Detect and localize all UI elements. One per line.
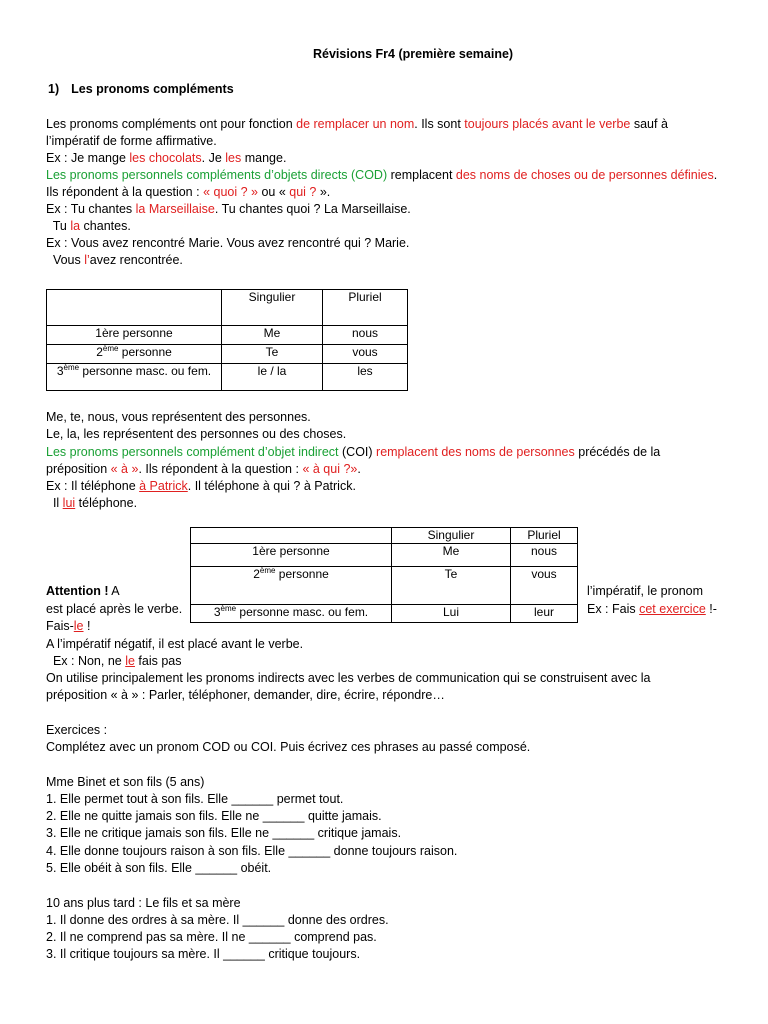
page-title: Révisions Fr4 (première semaine) [313,47,514,61]
coi-text: préposition [46,462,111,476]
example-text: mange. [241,151,287,165]
cod-line-2 [46,184,330,201]
exercise-group-title: 10 ans plus tard : Le fils et sa mère [46,896,241,910]
table-cell: 1ère personne [191,544,392,567]
cell-text: personne masc. ou fem. [236,605,369,619]
pronoun-table-cod [46,289,408,391]
coi-text: Ex : Il téléphone [46,479,140,493]
cod-text: remplacent [387,168,456,182]
attention-line-3 [46,618,90,635]
highlight-text: de remplacer un nom [296,117,415,131]
negative-text: Ex : Non, ne [46,654,126,668]
exercise-item: 3. Elle ne critique jamais son fils. Elle ne ______ critique jamais. [46,826,402,840]
table-cell [47,345,222,364]
coi-text: . [357,462,361,476]
table-header-cell [191,528,392,544]
cod-line-6 [46,252,183,269]
usage-line-1: On utilise principalement les pronoms indirects avec les verbes de communication qui se construisent avec la [46,671,651,685]
attention-right-line-1: l’impératif, le pronom [587,584,704,598]
ordinal-suffix: ème [220,604,237,613]
ordinal-number: 3 [56,364,64,378]
cod-text: chantes. [80,219,131,233]
exercise-group-title: Mme Binet et son fils (5 ans) [46,775,205,789]
highlight-text: le [125,654,135,668]
highlight-text: « à » [110,462,139,476]
cod-text: Vous [46,253,85,267]
ordinal-suffix: ème [102,344,119,353]
cod-line-3 [46,201,411,218]
table-cell [191,567,392,605]
example-text: . Je [201,151,226,165]
ordinal-suffix: ème [63,363,80,372]
table-cell [47,364,222,391]
exercises-heading: Exercices : [46,723,108,737]
intro-line-2: l’impératif de forme affirmative. [46,134,217,148]
coi-text: téléphone. [75,496,138,510]
section-title: Les pronoms compléments [71,82,234,96]
intro-text: . Ils sont [414,117,465,131]
ordinal-number: 3 [213,605,221,619]
note-line-1: Me, te, nous, vous représentent des personnes. [46,410,311,424]
table-row [191,544,578,567]
table-header-cell: Pluriel [511,528,578,544]
highlight-text: les [225,151,242,165]
table-cell: Te [222,345,323,364]
cod-text: ou « [257,185,290,199]
table-cell: Me [222,326,323,345]
highlight-text: toujours placés avant le verbe [464,117,631,131]
attention-line-2: est placé après le verbe. [46,602,183,616]
negative-text: fais pas [134,654,182,668]
highlight-text: qui ? [289,185,317,199]
exercise-item: 5. Elle obéit à son fils. Elle ______ obéit. [46,861,272,875]
cod-line-5: Ex : Vous avez rencontré Marie. Vous avez rencontré qui ? Marie. [46,236,410,250]
example-text: Ex : Je mange [46,151,130,165]
table-cell: le / la [222,364,323,391]
table-row [47,345,408,364]
cell-text: personne [275,567,329,581]
highlight-text: les chocolats [129,151,202,165]
highlight-text: lui [62,496,76,510]
exercise-item: 4. Elle donne toujours raison à son fils. Elle ______ donne toujours raison. [46,844,458,858]
cod-definition: Les pronoms personnels compléments d’objets directs (COD) [46,168,388,182]
exercise-item: 1. Elle permet tout à son fils. Elle ______ permet tout. [46,792,344,806]
cod-text: Ex : Tu chantes [46,202,136,216]
table-cell: nous [323,326,408,345]
table-cell: les [323,364,408,391]
highlight-text: la Marseillaise [135,202,215,216]
coi-line-3 [46,478,356,495]
attention-label: Attention ! [46,584,109,598]
highlight-text: « à qui ?» [302,462,358,476]
table-cell: nous [511,544,578,567]
attention-text: Ex : Fais [587,602,640,616]
table-cell: Me [392,544,511,567]
cod-text: . [713,168,718,182]
intro-line-1 [46,116,668,133]
table-header-cell [47,290,222,326]
table-cell: vous [511,567,578,605]
section-heading [48,81,234,98]
highlight-text: cet exercice [639,602,706,616]
highlight-text: le [73,619,84,633]
coi-text: (COI) [338,445,377,459]
highlight-text: à Patrick [139,479,188,493]
ordinal-suffix: ème [259,566,276,575]
coi-text: . Ils répondent à la question : [138,462,303,476]
cod-text: . Tu chantes quoi ? La Marseillaise. [214,202,411,216]
highlight-text: la [70,219,81,233]
highlight-text: « quoi ? » [203,185,258,199]
cod-text: avez rencontrée. [89,253,183,267]
cod-line-4 [46,218,131,235]
coi-text: . Il téléphone à qui ? à Patrick. [187,479,356,493]
highlight-text: remplacent des noms de personnes [376,445,575,459]
ordinal-number: 2 [96,345,103,359]
attention-text: Fais- [46,619,74,633]
table-cell: leur [511,605,578,623]
exercises-instruction: Complétez avec un pronom COD ou COI. Puis écrivez ces phrases au passé composé. [46,740,531,754]
highlight-text: l’ [84,253,90,267]
intro-example [46,150,286,167]
attention-text: A [108,584,120,598]
attention-line-1 [46,583,120,600]
coi-text: Il [46,496,63,510]
cell-text: personne masc. ou fem. [79,364,212,378]
table-cell: 1ère personne [47,326,222,345]
table-row [47,364,408,391]
coi-line-1 [46,444,660,461]
table-cell: Te [392,567,511,605]
table-cell [191,605,392,623]
pronoun-table-coi [190,527,578,623]
table-header-cell: Singulier [392,528,511,544]
table-row [191,567,578,605]
exercise-item: 1. Il donne des ordres à sa mère. Il ______ donne des ordres. [46,913,389,927]
attention-text: !- [705,602,717,616]
cell-text: personne [118,345,172,359]
table-row [191,605,578,623]
coi-line-2 [46,461,361,478]
intro-text: sauf à [630,117,668,131]
table-header-cell: Pluriel [323,290,408,326]
ordinal-number: 2 [253,567,260,581]
negative-line-1: A l’impératif négatif, il est placé avant le verbe. [46,637,304,651]
attention-text: ! [83,619,91,633]
section-number: 1) [48,82,60,96]
intro-text: Les pronoms compléments ont pour fonction [46,117,297,131]
note-line-2: Le, la, les représentent des personnes ou des choses. [46,427,347,441]
cod-text: ». [316,185,331,199]
attention-right-line-2 [587,601,717,618]
coi-text: précédés de la [574,445,661,459]
table-header-row [191,528,578,544]
highlight-text: des noms de choses ou de personnes définies [455,168,714,182]
table-row [47,326,408,345]
cod-text: Ils répondent à la question : [46,185,204,199]
coi-line-4 [46,495,137,512]
exercise-item: 3. Il critique toujours sa mère. Il ______ critique toujours. [46,947,361,961]
coi-definition: Les pronoms personnels complément d’objet indirect [46,445,339,459]
table-cell: vous [323,345,408,364]
table-header-cell: Singulier [222,290,323,326]
usage-line-2: préposition « à » : Parler, téléphoner, demander, dire, écrire, répondre… [46,688,445,702]
table-cell: Lui [392,605,511,623]
exercise-item: 2. Elle ne quitte jamais son fils. Elle ne ______ quitte jamais. [46,809,382,823]
table-header-row [47,290,408,326]
cod-line-1 [46,167,717,184]
cod-text: Tu [46,219,71,233]
exercise-item: 2. Il ne comprend pas sa mère. Il ne ______ comprend pas. [46,930,377,944]
negative-line-2 [46,653,182,670]
